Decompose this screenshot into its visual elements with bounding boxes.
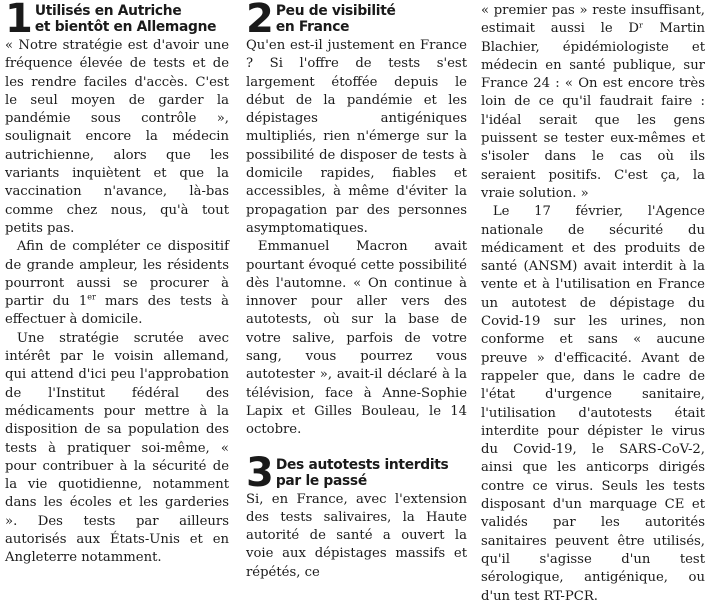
section-3-title-line2: par le passé bbox=[275, 472, 367, 489]
section-3-title-line1: Des autotests interdits bbox=[275, 456, 449, 473]
section-1-title-line2: et bientôt en Allemagne bbox=[34, 19, 217, 35]
section-3-paragraph-2: « premier pas » reste insuffisant, estimait aussi le Dʳ Martin Blachier, épidémiologiste et médecin en santé publique, sur France 24 : « On est encore très loin de ce qu'il faudrait faire : l'idéal serait que les gens puissent se tester eux-mêmes et s'isoler dans le cas où ils seraient positifs. C'est ça, la vraie solution. » bbox=[481, 3, 705, 201]
section-3-paragraph-1: Si, en France, avec l'extension des tests salivaires, la Haute autorité de santé a ouvert la voie aux dépistages massifs et répétés, ce bbox=[246, 491, 467, 580]
column-3 bbox=[481, 2, 705, 606]
section-2-paragraph-2: Emmanuel Macron avait pourtant évoqué cette possibilité dès l'automne. « On continue à innover pour aller vers des autotests, où sur la base de votre salive, parfois de votre sang, vous pourrez vous autotester », avait-il déclaré à la télévision, face à Anne-Sophie Lapix et Gilles Bouleau, le 14 octobre. bbox=[246, 239, 467, 438]
section-1-paragraph-2 bbox=[5, 238, 229, 329]
section-1-number: 1 bbox=[5, 0, 32, 42]
section-1-heading bbox=[5, 0, 229, 42]
section-1-title bbox=[35, 2, 216, 35]
ordinal-superscript: er bbox=[87, 292, 96, 302]
section-1-paragraph-1: « Notre stratégie est d'avoir une fréquence élevée de tests et de les rendre faciles d'accès. C'est le seul moyen de garder la pandémie sous contrôle », soulignait encore la médecin autrichienne, alors que les variants inquiètent et que la vaccination n'avance, là-bas comme chez nous, qu'à tout petits pas. bbox=[5, 38, 229, 236]
section-2-number: 2 bbox=[246, 0, 273, 42]
section-1-paragraph-2-start: Afin de compléter ce dispositif de grande ampleur, les résidents pourront aussi se procurer à partir du 1 bbox=[5, 239, 229, 310]
section-3-heading bbox=[246, 449, 467, 496]
section-3-number: 3 bbox=[246, 449, 273, 496]
column-1 bbox=[5, 2, 229, 568]
section-2-paragraph-1: Qu'en est-il justement en France ? Si l'offre de tests s'est largement étoffée depuis le début de la pandémie et les dépistages antigéniques multipliés, rien n'émerge sur la possibilité de disposer de tests à domicile rapides, fiables et accessibles, à même d'éviter la propagation par des personnes asymptomatiques. bbox=[246, 38, 467, 236]
section-2-title bbox=[276, 2, 396, 35]
section-2-heading bbox=[246, 0, 467, 42]
column-2 bbox=[246, 2, 467, 582]
section-1-title-line1: Utilisés en Autriche bbox=[34, 3, 182, 19]
section-3-paragraph-3: Le 17 février, l'Agence nationale de sécurité du médicament et des produits de santé (ANSM) avait interdit à la vente et à l'utilisation en France un autotest de dépistage du Covid-19 sur les urines, non conforme et sans « aucune preuve » d'efficacité. Avant de rappeler que, dans le cadre de l'état d'urgence sanitaire, l'utilisation d'autotests était interdite pour dépister le virus du Covid-19, le SARS-CoV-2, ainsi que les anticorps dirigés contre ce virus. Seuls les tests disposant d'un marquage CE et validés par les autorités sanitaires peuvent être utilisés, qu'il s'agisse d'un test sérologique, antigénique, ou d'un test RT-PCR. bbox=[481, 204, 705, 604]
section-3-title bbox=[276, 456, 449, 489]
section-2-title-line2: en France bbox=[275, 19, 350, 35]
section-1-paragraph-2-end: mars des tests à effectuer à domicile. bbox=[5, 294, 229, 328]
section-1-paragraph-3: Une stratégie scrutée avec intérêt par le voisin allemand, qui attend d'ici peu l'approbation de l'Institut fédéral des médicaments pour mettre à la disposition de sa population des tests à pratiquer soi-même, « pour contribuer à la sécurité de la vie quotidienne, notamment dans les écoles et les garderies ». Des tests par ailleurs autorisés aux États-Unis et en Angleterre notamment. bbox=[5, 330, 229, 566]
section-2-title-line1: Peu de visibilité bbox=[275, 3, 396, 19]
